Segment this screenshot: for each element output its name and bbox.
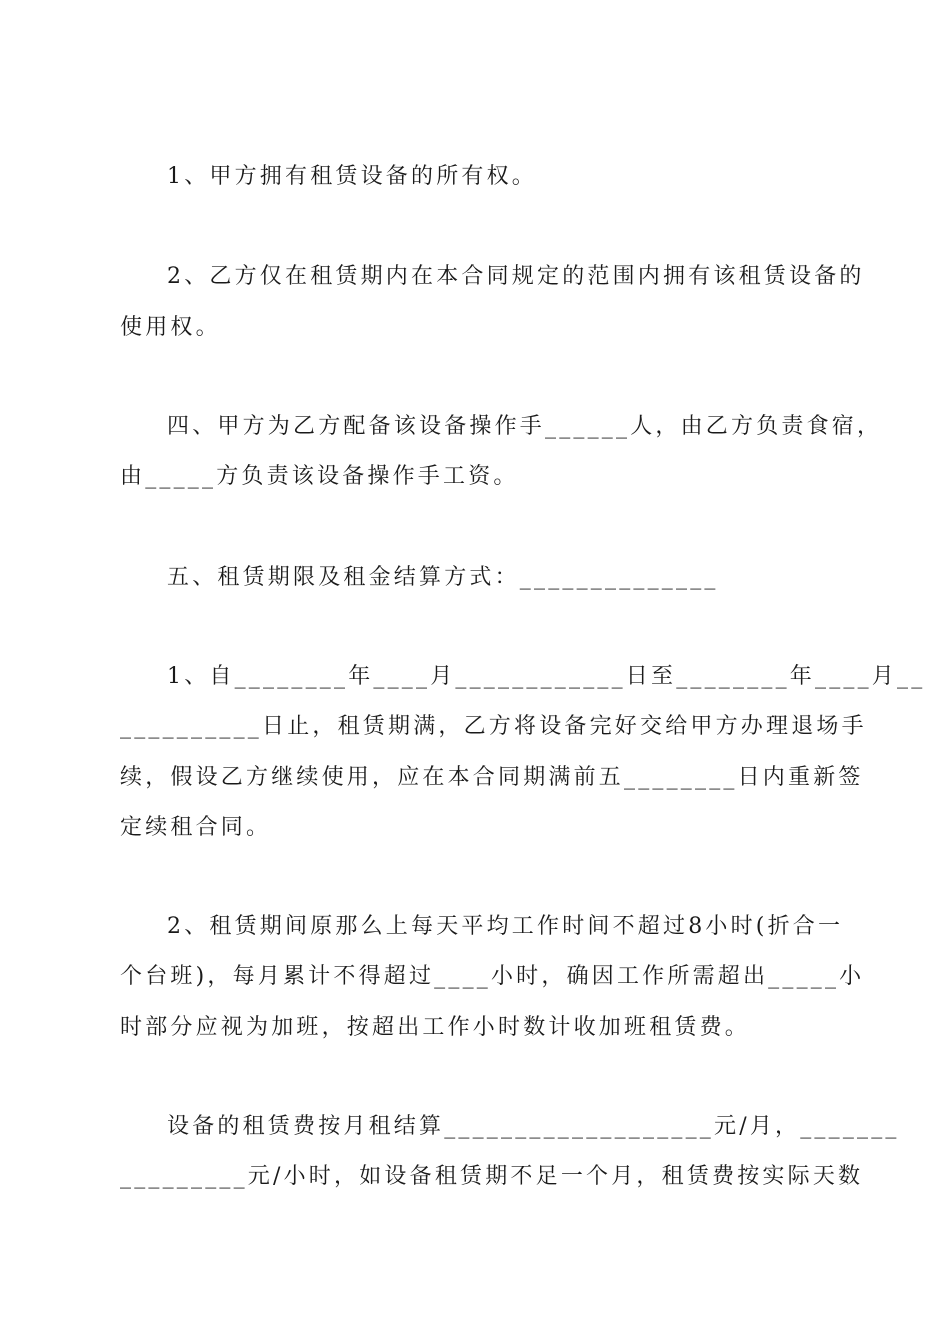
clause-working-hours-line-1: 2、租赁期间原那么上每天平均工作时间不超过8小时(折合一 <box>167 914 844 939</box>
clause-ownership: 1、甲方拥有租赁设备的所有权。 <box>167 164 537 189</box>
clause-operator-line-1: 四、甲方为乙方配备该设备操作手______人，由乙方负责食宿， <box>167 414 883 439</box>
clause-working-hours-line-2: 个台班)，每月累计不得超过____小时，确因工作所需超出_____小 <box>120 964 865 989</box>
clause-lease-period-line-4: 定续租合同。 <box>120 815 272 840</box>
clause-working-hours-line-3: 时部分应视为加班，按超出工作小时数计收加班租赁费。 <box>120 1015 751 1040</box>
section-lease-term-heading: 五、租赁期限及租金结算方式：______________ <box>167 565 719 590</box>
clause-lease-period-line-1: 1、自________年____月____________日至________年____月__ <box>167 664 926 689</box>
clause-operator-line-2: 由_____方负责该设备操作手工资。 <box>120 464 519 489</box>
clause-use-right-line-1: 2、乙方仅在租赁期内在本合同规定的范围内拥有该租赁设备的 <box>167 264 865 289</box>
clause-lease-period-line-3: 续，假设乙方继续使用，应在本合同期满前五________日内重新签 <box>120 765 864 790</box>
clause-rental-fee-line-1: 设备的租赁费按月租结算___________________元/月，_______ <box>167 1114 900 1139</box>
clause-lease-period-line-2: __________日止，租赁期满，乙方将设备完好交给甲方办理退场手 <box>120 714 867 739</box>
clause-use-right-line-2: 使用权。 <box>120 315 221 340</box>
clause-rental-fee-line-2: _________元/小时，如设备租赁期不足一个月，租赁费按实际天数 <box>120 1164 864 1189</box>
